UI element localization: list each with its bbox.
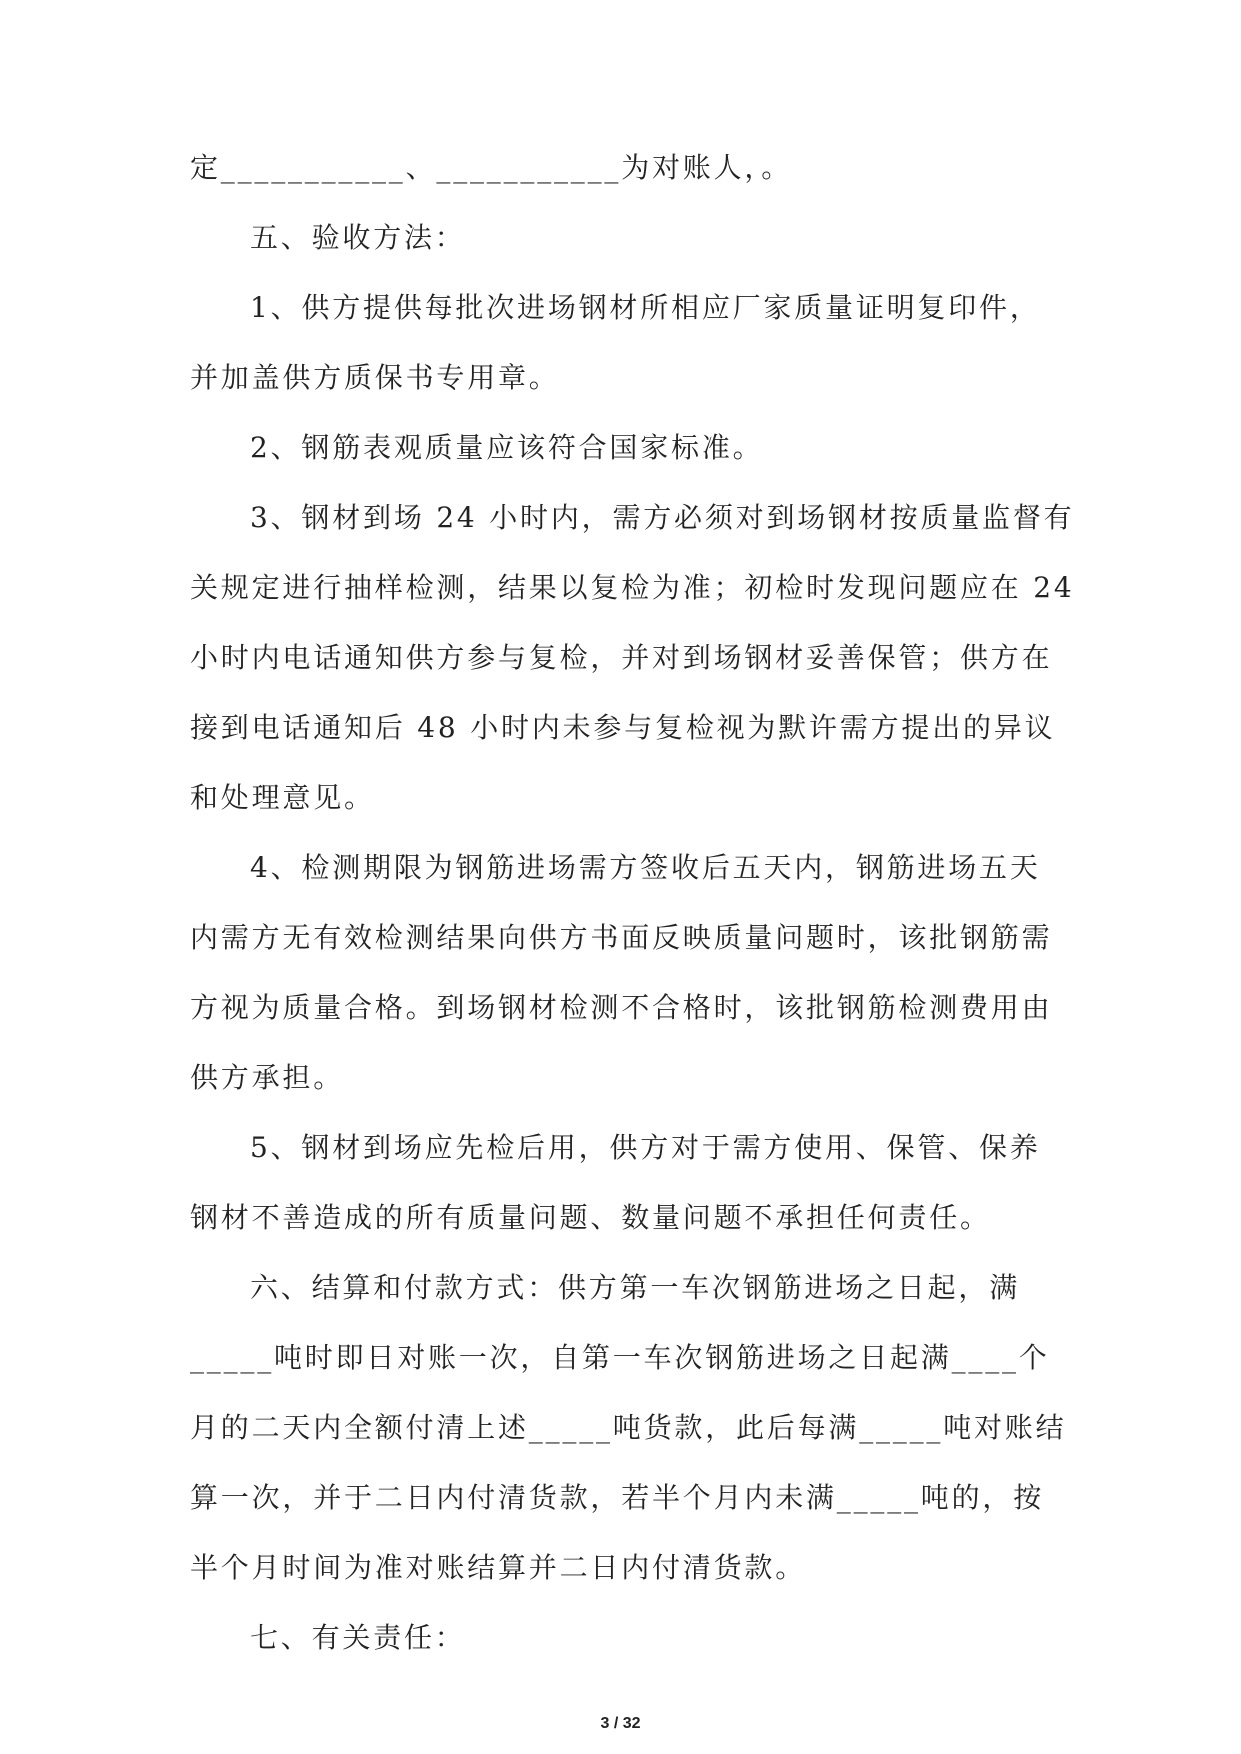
section-heading-liability: 七、有关责任： bbox=[250, 1621, 466, 1654]
clause-4-line-2: 内需方无有效检测结果向供方书面反映质量问题时，该批钢筋需 bbox=[190, 921, 1053, 954]
clause-3-line-5: 和处理意见。 bbox=[190, 781, 375, 814]
clause-3-line-4: 接到电话通知后 48 小时内未参与复检视为默许需方提出的异议 bbox=[190, 711, 1056, 744]
clause-3-line-2: 关规定进行抽样检测，结果以复检为准；初检时发现问题应在 24 bbox=[190, 571, 1075, 604]
clause-5-line-2: 钢材不善造成的所有质量问题、数量问题不承担任何责任。 bbox=[190, 1201, 991, 1234]
clause-3-line-1: 3、钢材到场 24 小时内，需方必须对到场钢材按质量监督有 bbox=[250, 501, 1075, 534]
text-line-reconciler: 定___________、___________为对账人，。 bbox=[190, 151, 793, 184]
clause-4-line-3: 方视为质量合格。到场钢材检测不合格时，该批钢筋检测费用由 bbox=[190, 991, 1053, 1024]
section-heading-acceptance: 五、验收方法： bbox=[250, 221, 466, 254]
section-settlement-line-2: _____吨时即日对账一次，自第一车次钢筋进场之日起满____个 bbox=[190, 1341, 1050, 1374]
section-settlement-line-4: 算一次，并于二日内付清货款，若半个月内未满_____吨的，按 bbox=[190, 1481, 1045, 1514]
clause-1-line-2: 并加盖供方质保书专用章。 bbox=[190, 361, 560, 394]
section-settlement-line-3: 月的二天内全额付清上述_____吨货款，此后每满_____吨对账结 bbox=[190, 1411, 1067, 1444]
section-settlement-line-1: 六、结算和付款方式：供方第一车次钢筋进场之日起，满 bbox=[250, 1271, 1021, 1304]
clause-3-line-3: 小时内电话通知供方参与复检，并对到场钢材妥善保管；供方在 bbox=[190, 641, 1053, 674]
clause-4-line-4: 供方承担。 bbox=[190, 1061, 345, 1094]
clause-4-line-1: 4、检测期限为钢筋进场需方签收后五天内，钢筋进场五天 bbox=[250, 851, 1041, 884]
clause-1-line-1: 1、供方提供每批次进场钢材所相应厂家质量证明复印件， bbox=[250, 291, 1041, 324]
page-number: 3 / 32 bbox=[600, 1715, 641, 1732]
section-settlement-line-5: 半个月时间为准对账结算并二日内付清货款。 bbox=[190, 1551, 807, 1584]
clause-2: 2、钢筋表观质量应该符合国家标准。 bbox=[250, 431, 764, 464]
clause-5-line-1: 5、钢材到场应先检后用，供方对于需方使用、保管、保养 bbox=[250, 1131, 1041, 1164]
